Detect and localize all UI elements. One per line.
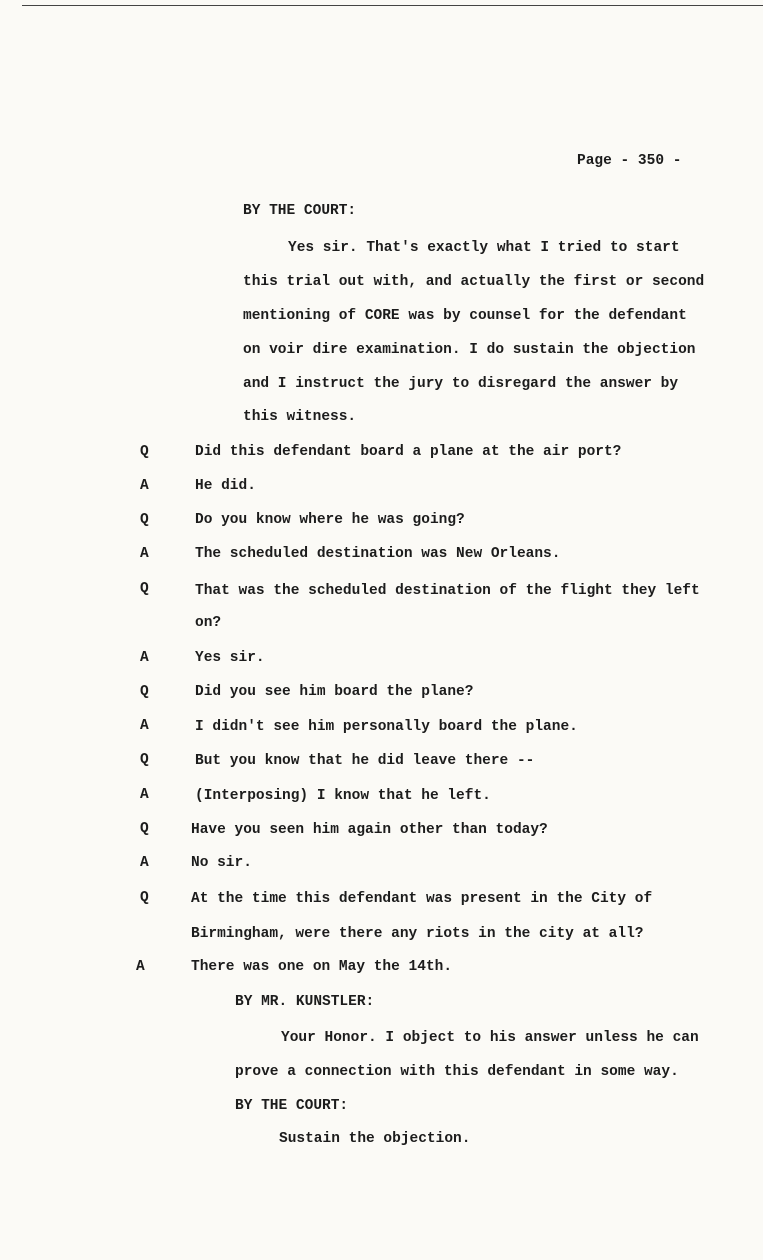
qa-marker: Q [140,890,149,906]
qa-text: I didn't see him personally board the plane. [195,719,578,735]
qa-text: Have you seen him again other than today? [191,822,548,838]
qa-text: on? [195,615,222,631]
qa-text: Yes sir. [195,650,265,666]
qa-text: (Interposing) I know that he left. [195,788,491,804]
qa-text: Do you know where he was going? [195,512,465,528]
qa-text: At the time this defendant was present in the City of [191,891,653,907]
objection-line: Your Honor. I object to his answer unless he can [281,1030,699,1046]
qa-text: Birmingham, were there any riots in the city at all? [191,926,644,942]
ruling-line: Sustain the objection. [279,1131,471,1147]
objection-line: prove a connection with this defendant in some way. [235,1064,679,1080]
court-statement-line: and I instruct the jury to disregard the answer by [243,376,679,392]
qa-marker: A [136,959,145,975]
court-statement-line: this witness. [243,409,357,425]
qa-text: But you know that he did leave there -- [195,753,535,769]
court-statement-line: on voir dire examination. I do sustain the objection [243,342,696,358]
qa-marker: A [140,718,149,734]
qa-marker: A [140,478,149,494]
qa-marker: Q [140,581,149,597]
qa-marker: Q [140,684,149,700]
qa-marker: Q [140,752,149,768]
speaker-label-kunstler: BY MR. KUNSTLER: [235,994,375,1010]
qa-marker: Q [140,444,149,460]
court-statement-line: Yes sir. That's exactly what I tried to start [288,240,680,256]
court-statement-line: this trial out with, and actually the first or second [243,274,705,290]
qa-text: Did this defendant board a plane at the air port? [195,444,622,460]
qa-text: No sir. [191,855,252,871]
speaker-label-court: BY THE COURT: [235,1098,349,1114]
qa-marker: Q [140,512,149,528]
qa-text: He did. [195,478,256,494]
qa-text: The scheduled destination was New Orleans. [195,546,561,562]
qa-marker: A [140,650,149,666]
qa-text: Did you see him board the plane? [195,684,474,700]
qa-text: There was one on May the 14th. [191,959,453,975]
qa-marker: Q [140,821,149,837]
qa-marker: A [140,787,149,803]
speaker-label-court: BY THE COURT: [243,203,357,219]
court-statement-line: mentioning of CORE was by counsel for the defendant [243,308,687,324]
qa-text: That was the scheduled destination of the flight they left [195,583,700,599]
qa-marker: A [140,546,149,562]
page-number: Page - 350 - [577,153,682,169]
top-rule [22,5,763,6]
qa-marker: A [140,855,149,871]
